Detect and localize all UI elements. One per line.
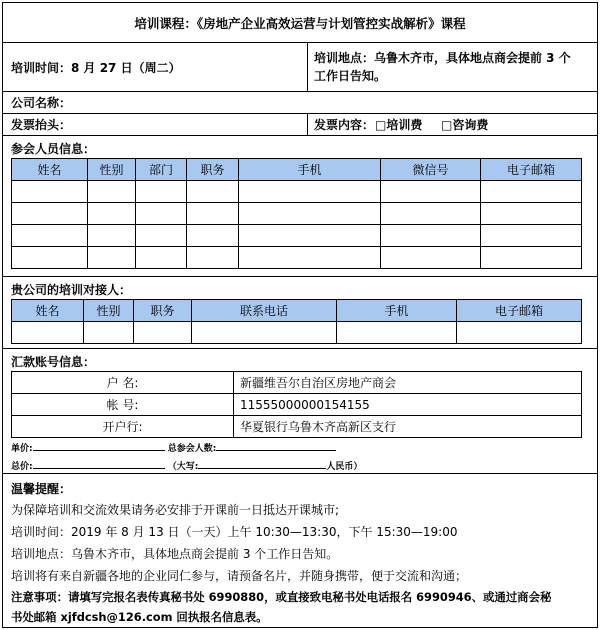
total-people-blank[interactable]	[216, 441, 336, 451]
table-cell[interactable]	[88, 181, 136, 203]
total-people-label: 总参会人数:	[167, 444, 217, 454]
tip-line: 培训将有来自新疆各地的企业同仁参与，请预备名片，并随身携带，便于交流和沟通；	[11, 569, 468, 583]
col-header: 手机	[337, 300, 457, 322]
table-cell[interactable]	[12, 225, 88, 247]
invoice-row	[3, 114, 597, 136]
account-name-label: 户 名:	[12, 372, 234, 394]
table-cell[interactable]	[12, 181, 88, 203]
account-row	[12, 416, 582, 438]
tip-line: 培训地点：乌鲁木齐市，具体地点商会提前 3 个工作日告知。	[11, 547, 339, 561]
table-cell[interactable]	[187, 203, 239, 225]
attendees-section	[3, 136, 597, 277]
col-header: 性别	[88, 159, 136, 181]
contact-heading: 贵公司的培训对接人：	[11, 283, 132, 297]
table-cell[interactable]	[481, 247, 582, 269]
account-table	[11, 371, 582, 438]
company-row	[3, 92, 597, 114]
training-location	[314, 49, 571, 85]
invoice-title-label: 发票抬头：	[11, 118, 72, 132]
table-cell[interactable]	[12, 247, 88, 269]
divider	[307, 114, 308, 135]
contact-section	[3, 277, 597, 349]
account-section	[3, 349, 597, 474]
table-cell[interactable]	[381, 181, 481, 203]
col-header: 联系电话	[192, 300, 337, 322]
account-row	[12, 372, 582, 394]
col-header: 姓名	[12, 159, 88, 181]
col-header: 电子邮箱	[481, 159, 582, 181]
table-row	[12, 247, 582, 269]
table-row	[12, 322, 582, 344]
invoice-option-consulting[interactable]: □咨询费	[441, 118, 489, 132]
col-header: 职务	[187, 159, 239, 181]
table-cell[interactable]	[381, 247, 481, 269]
table-cell[interactable]	[187, 225, 239, 247]
divider	[307, 43, 308, 91]
registration-form	[2, 2, 598, 628]
contact-header-row	[12, 300, 582, 322]
course-title: 培训课程：《房地产企业高效运营与计划管控实战解析》课程	[134, 15, 466, 31]
location-line-1: 培训地点：乌鲁木齐市，具体地点商会提前 3 个	[314, 51, 571, 65]
table-row	[12, 181, 582, 203]
table-cell[interactable]	[381, 203, 481, 225]
bank-value: 华夏银行乌鲁木齐高新区支行	[234, 416, 582, 438]
tips-section	[3, 474, 597, 629]
account-number-value: 11555000000154155	[234, 394, 582, 416]
table-cell[interactable]	[88, 247, 136, 269]
tips-heading: 温馨提醒：	[11, 482, 72, 496]
table-cell[interactable]	[381, 225, 481, 247]
rmb-label: 人民币）	[326, 462, 363, 472]
note-line-1: 注意事项：请填写完报名表传真秘书处 6990880，或直接致电秘书处电话报名 6990946、或通过商会秘	[11, 590, 552, 604]
col-header: 手机	[239, 159, 381, 181]
table-row	[12, 225, 582, 247]
title-row	[3, 3, 597, 43]
col-header: 微信号	[381, 159, 481, 181]
col-header: 性别	[84, 300, 134, 322]
tip-line: 培训时间：2019 年 8 月 13 日（一天）上午 10:30—13:30，下午 15:30—19:00	[11, 525, 458, 539]
invoice-option-training[interactable]: □培训费	[375, 118, 423, 132]
table-cell[interactable]	[12, 203, 88, 225]
table-cell[interactable]	[192, 322, 337, 344]
account-name-value: 新疆维吾尔自治区房地产商会	[234, 372, 582, 394]
table-cell[interactable]	[239, 225, 381, 247]
account-number-label: 帐 号:	[12, 394, 234, 416]
tip-line: 为保障培训和交流效果请务必安排于开课前一日抵达开课城市;	[11, 503, 340, 517]
table-cell[interactable]	[136, 181, 187, 203]
attendees-header-row	[12, 159, 582, 181]
table-cell[interactable]	[136, 247, 187, 269]
table-cell[interactable]	[187, 247, 239, 269]
company-name-label: 公司名称：	[11, 96, 72, 110]
table-cell[interactable]	[239, 181, 381, 203]
table-cell[interactable]	[136, 225, 187, 247]
table-cell[interactable]	[337, 322, 457, 344]
unit-price-blank[interactable]	[33, 441, 165, 451]
table-cell[interactable]	[136, 203, 187, 225]
training-time: 培训时间：8 月 27 日（周二）	[11, 60, 181, 75]
table-cell[interactable]	[88, 203, 136, 225]
table-cell[interactable]	[134, 322, 192, 344]
table-cell[interactable]	[187, 181, 239, 203]
table-cell[interactable]	[239, 203, 381, 225]
table-cell[interactable]	[12, 322, 84, 344]
table-cell[interactable]	[88, 225, 136, 247]
account-row	[12, 394, 582, 416]
contact-table	[11, 299, 582, 344]
uppercase-blank[interactable]	[198, 459, 326, 469]
table-cell[interactable]	[481, 203, 582, 225]
bank-label: 开户行:	[12, 416, 234, 438]
col-header: 电子邮箱	[457, 300, 582, 322]
total-price-blank[interactable]	[33, 459, 165, 469]
unit-price-label: 单价:	[11, 444, 33, 454]
total-price-label: 总价:	[11, 462, 33, 472]
attendees-table	[11, 158, 582, 269]
col-header: 职务	[134, 300, 192, 322]
uppercase-label: （大写:	[167, 462, 199, 472]
col-header: 姓名	[12, 300, 84, 322]
attendees-heading: 参会人员信息：	[11, 142, 96, 156]
table-cell[interactable]	[481, 181, 582, 203]
table-cell[interactable]	[457, 322, 582, 344]
total-price-line	[11, 459, 362, 472]
table-cell[interactable]	[481, 225, 582, 247]
unit-price-line	[11, 441, 336, 454]
invoice-content-label: 发票内容：	[314, 118, 375, 132]
col-header: 部门	[136, 159, 187, 181]
table-row	[12, 203, 582, 225]
table-cell[interactable]	[84, 322, 134, 344]
time-location-row	[3, 43, 597, 92]
location-line-2: 工作日告知。	[314, 69, 387, 83]
account-heading: 汇款账号信息：	[11, 355, 96, 369]
note-line-2: 书处邮箱 xjfdcsh@126.com 回执报名信息表。	[11, 610, 268, 624]
table-cell[interactable]	[239, 247, 381, 269]
